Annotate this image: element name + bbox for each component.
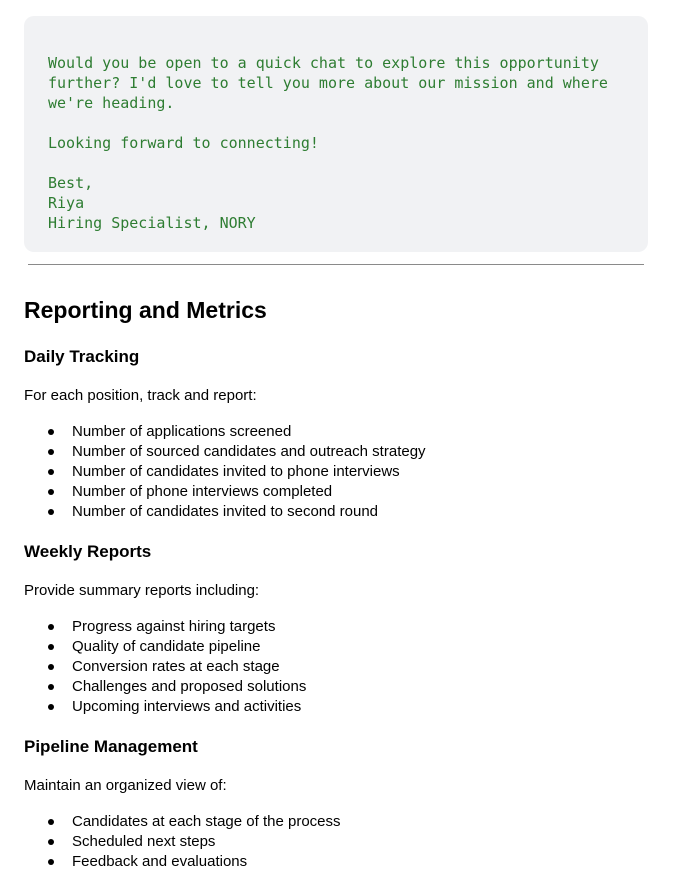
list-item: Upcoming interviews and activities: [0, 697, 306, 717]
section-title: Reporting and Metrics: [24, 297, 267, 323]
code-line: [48, 113, 648, 133]
bullet-icon: [48, 684, 54, 690]
code-line: Looking forward to connecting!: [48, 134, 319, 152]
code-line: Hiring Specialist, NORY: [48, 214, 256, 232]
weekly-reports-list: [0, 617, 306, 717]
bullet-icon: [48, 839, 54, 845]
horizontal-rule: [28, 264, 644, 265]
code-line: we're heading.: [48, 94, 175, 112]
weekly-reports-intro: Provide summary reports including:: [24, 582, 260, 599]
daily-tracking-heading: Daily Tracking: [24, 347, 140, 366]
bullet-icon: [48, 644, 54, 650]
code-line: [48, 153, 648, 173]
list-item: Number of candidates invited to second round: [0, 502, 426, 522]
list-item: Candidates at each stage of the process: [0, 812, 341, 832]
bullet-icon: [48, 624, 54, 630]
code-line: Would you be open to a quick chat to explore this opportunity: [48, 54, 599, 72]
code-line: Riya: [48, 194, 85, 212]
list-item: Number of candidates invited to phone interviews: [0, 462, 426, 482]
daily-tracking-list: [0, 422, 426, 522]
bullet-icon: [48, 859, 54, 865]
bullet-icon: [48, 469, 54, 475]
list-item: Conversion rates at each stage: [0, 657, 306, 677]
bullet-icon: [48, 449, 54, 455]
weekly-reports-heading: Weekly Reports: [24, 542, 152, 561]
email-code-block: [24, 16, 648, 252]
pipeline-management-heading: Pipeline Management: [24, 737, 198, 756]
list-item: Challenges and proposed solutions: [0, 677, 306, 697]
bullet-icon: [48, 429, 54, 435]
list-item: Number of sourced candidates and outreach strategy: [0, 442, 426, 462]
list-item: Scheduled next steps: [0, 832, 341, 852]
bullet-icon: [48, 664, 54, 670]
bullet-icon: [48, 704, 54, 710]
pipeline-management-list: [0, 812, 341, 872]
list-item: Quality of candidate pipeline: [0, 637, 306, 657]
bullet-icon: [48, 489, 54, 495]
code-line: Best,: [48, 174, 94, 192]
list-item: Feedback and evaluations: [0, 852, 341, 872]
list-item: Number of phone interviews completed: [0, 482, 426, 502]
bullet-icon: [48, 819, 54, 825]
pipeline-management-intro: Maintain an organized view of:: [24, 777, 227, 794]
list-item: Number of applications screened: [0, 422, 426, 442]
code-line: further? I'd love to tell you more about our mission and where: [48, 74, 608, 92]
list-item: Progress against hiring targets: [0, 617, 306, 637]
daily-tracking-intro: For each position, track and report:: [24, 387, 257, 404]
bullet-icon: [48, 509, 54, 515]
